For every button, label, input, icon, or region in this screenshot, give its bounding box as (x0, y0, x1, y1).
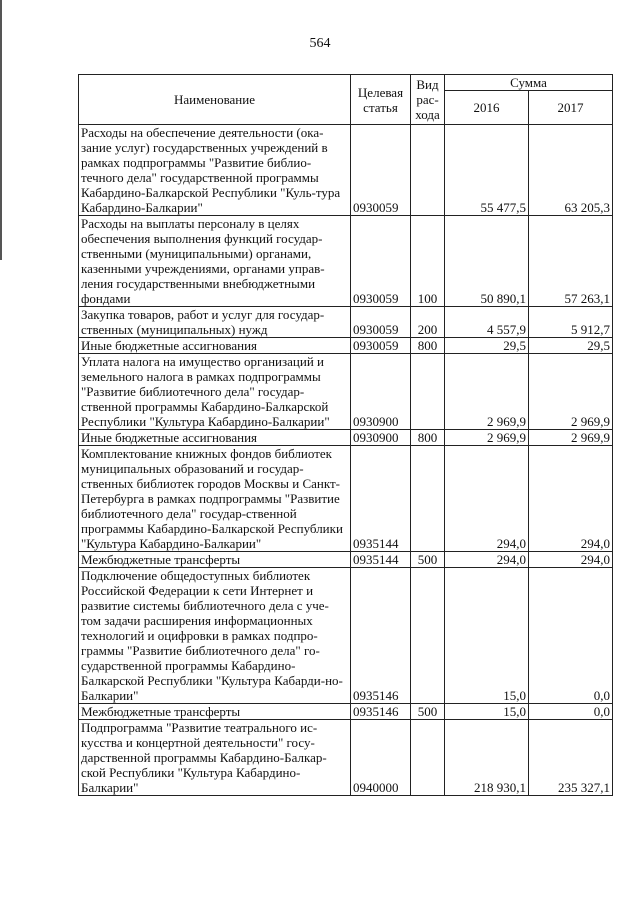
table-header (79, 75, 613, 125)
header-year-2016: 2016 (445, 91, 529, 125)
row-sum-2017: 235 327,1 (529, 720, 613, 796)
row-name: Межбюджетные трансферты (79, 704, 351, 720)
row-expense-kind: 800 (411, 430, 445, 446)
table-body (79, 125, 613, 796)
row-target-article: 0930059 (351, 216, 411, 307)
row-sum-2016: 50 890,1 (445, 216, 529, 307)
row-target-article: 0930059 (351, 125, 411, 216)
row-sum-2017: 2 969,9 (529, 430, 613, 446)
row-sum-2017: 294,0 (529, 552, 613, 568)
row-sum-2017: 0,0 (529, 568, 613, 704)
row-name: Подпрограмма "Развитие театрального ис-кусства и концертной деятельности" госу-дарственной программы Кабардино-Балкар-ской Республики "Культура Кабардино-Балкарии" (79, 720, 351, 796)
budget-table (78, 74, 613, 796)
row-name: Межбюджетные трансферты (79, 552, 351, 568)
row-sum-2017: 2 969,9 (529, 354, 613, 430)
row-sum-2017: 5 912,7 (529, 307, 613, 338)
row-sum-2016: 294,0 (445, 446, 529, 552)
row-expense-kind: 200 (411, 307, 445, 338)
row-expense-kind (411, 720, 445, 796)
table-row (79, 704, 613, 720)
row-target-article: 0935146 (351, 704, 411, 720)
table-row (79, 125, 613, 216)
header-name: Наименование (79, 75, 351, 125)
row-sum-2017: 63 205,3 (529, 125, 613, 216)
row-name: Уплата налога на имущество организаций и земельного налога в рамках подпрограммы "Развитие библиотечного дела" государ-ственной программы Кабардино-Балкарской Республики "Культура Кабардино-Балкарии" (79, 354, 351, 430)
row-sum-2016: 294,0 (445, 552, 529, 568)
page-number: 564 (309, 36, 331, 51)
row-expense-kind: 500 (411, 552, 445, 568)
row-target-article: 0935146 (351, 568, 411, 704)
table-row (79, 354, 613, 430)
row-target-article: 0940000 (351, 720, 411, 796)
table-row (79, 216, 613, 307)
row-expense-kind (411, 568, 445, 704)
table-row (79, 720, 613, 796)
row-sum-2017: 29,5 (529, 338, 613, 354)
row-name: Закупка товаров, работ и услуг для государ-ственных (муниципальных) нужд (79, 307, 351, 338)
row-expense-kind (411, 125, 445, 216)
row-sum-2016: 2 969,9 (445, 430, 529, 446)
table-row (79, 446, 613, 552)
table-row (79, 568, 613, 704)
row-sum-2016: 2 969,9 (445, 354, 529, 430)
row-expense-kind: 500 (411, 704, 445, 720)
row-expense-kind (411, 354, 445, 430)
row-sum-2016: 15,0 (445, 568, 529, 704)
table-row (79, 430, 613, 446)
row-sum-2017: 294,0 (529, 446, 613, 552)
row-expense-kind: 100 (411, 216, 445, 307)
row-name: Расходы на обеспечение деятельности (ока-зание услуг) государственных учреждений в рамках подпрограммы "Развитие библио-течного дела" государственной программы Кабардино-Балкарской Республики "Куль-тура Кабардино-Балкарии" (79, 125, 351, 216)
table-row (79, 552, 613, 568)
row-target-article: 0930059 (351, 307, 411, 338)
row-name: Иные бюджетные ассигнования (79, 338, 351, 354)
row-name: Иные бюджетные ассигнования (79, 430, 351, 446)
row-target-article: 0935144 (351, 552, 411, 568)
header-sum: Сумма (445, 75, 613, 91)
row-name: Расходы на выплаты персоналу в целях обеспечения выполнения функций государ-ственными (муниципальными) органами, казенными учреждениями, органами управ-ления государственными внебюджетными фондами (79, 216, 351, 307)
row-target-article: 0930059 (351, 338, 411, 354)
row-expense-kind: 800 (411, 338, 445, 354)
row-expense-kind (411, 446, 445, 552)
row-sum-2016: 15,0 (445, 704, 529, 720)
row-target-article: 0935144 (351, 446, 411, 552)
row-sum-2016: 218 930,1 (445, 720, 529, 796)
row-sum-2017: 0,0 (529, 704, 613, 720)
header-target-article: Целевая статья (351, 75, 411, 125)
row-sum-2016: 55 477,5 (445, 125, 529, 216)
table-row (79, 307, 613, 338)
table-row (79, 338, 613, 354)
header-year-2017: 2017 (529, 91, 613, 125)
row-target-article: 0930900 (351, 430, 411, 446)
row-sum-2016: 4 557,9 (445, 307, 529, 338)
row-name: Комплектование книжных фондов библиотек муниципальных образований и государ-ственных библиотек городов Москвы и Санкт-Петербурга в рамках подпрограммы "Развитие библиотечного дела" государ-ственной программы Кабардино-Балкарской Республики "Культура Кабардино-Балкарии" (79, 446, 351, 552)
header-expense-kind: Вид рас-хода (411, 75, 445, 125)
row-target-article: 0930900 (351, 354, 411, 430)
row-name: Подключение общедоступных библиотек Российской Федерации к сети Интернет и развитие системы библиотечного дела с уче-том задачи расширения информационных технологий и оцифровки в рамках подпро-граммы "Развитие библиотечного дела" го-сударственной программы Кабардино-Балкарской Республики "Культура Кабарди-но-Балкарии" (79, 568, 351, 704)
row-sum-2017: 57 263,1 (529, 216, 613, 307)
row-sum-2016: 29,5 (445, 338, 529, 354)
